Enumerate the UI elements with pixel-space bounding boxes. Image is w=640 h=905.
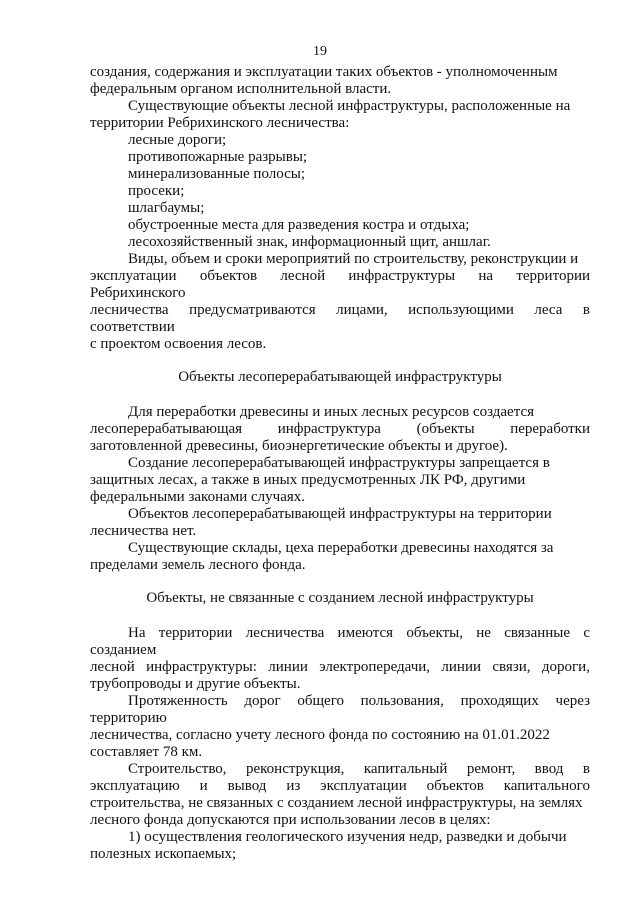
text-line: создания, содержания и эксплуатации таких объектов - уполномоченным <box>90 64 558 80</box>
text-line: эксплуатации объектов лесной инфраструктуры на территории Ребрихинского <box>90 268 590 301</box>
text-line: Протяженность дорог общего пользования, проходящих через территорию <box>90 693 590 726</box>
word: эксплуатации <box>320 778 407 794</box>
word: электропередачи, <box>319 659 431 675</box>
word: дороги, <box>541 659 590 675</box>
section-heading: Объекты, не связанные с созданием лесной инфраструктуры <box>146 590 534 606</box>
text-line: федеральными законами случаях. <box>90 489 306 505</box>
text-line: трубопроводы и другие объекты. <box>90 676 301 692</box>
word: лесоперерабатывающая <box>90 421 243 437</box>
text-line <box>90 778 590 795</box>
word: лесной <box>90 659 135 675</box>
text-line: защитных лесах, а также в иных предусмотренных ЛК РФ, другими <box>90 472 526 488</box>
text-line: территории Ребрихинского лесничества: <box>90 115 350 131</box>
text-line: составляет 78 км. <box>90 744 203 760</box>
section-heading: Объекты лесоперерабатывающей инфраструктуры <box>178 369 502 385</box>
text-line: строительства, не связанных с созданием лесной инфраструктуры, на землях <box>90 795 583 811</box>
word: инфраструктуры: <box>146 659 257 675</box>
word: (объекты <box>416 421 475 437</box>
text-line: Объектов лесоперерабатывающей инфраструктуры на территории <box>128 506 552 522</box>
word: капитального <box>503 778 590 794</box>
text-line: Создание лесоперерабатывающей инфраструктуры запрещается в <box>128 455 550 471</box>
list-item: шлагбаумы; <box>128 200 205 216</box>
text-line: полезных ископаемых; <box>90 846 237 862</box>
word: эксплуатацию <box>90 778 180 794</box>
text-line: федеральным органом исполнительной власти. <box>90 81 392 97</box>
text-line: с проектом освоения лесов. <box>90 336 267 352</box>
text-line <box>90 421 590 438</box>
text-line: Существующие склады, цеха переработки древесины находятся за <box>128 540 554 556</box>
word: капитальный <box>363 761 448 777</box>
word: реконструкция, <box>246 761 345 777</box>
word: из <box>286 778 301 794</box>
list-item: обустроенные места для разведения костра и отдыха; <box>128 217 470 233</box>
text-line: На территории лесничества имеются объекты, не связанные с созданием <box>90 625 590 658</box>
word: линии <box>268 659 308 675</box>
text-line: лесничества нет. <box>90 523 197 539</box>
word: инфраструктура <box>277 421 381 437</box>
word: объектов <box>426 778 484 794</box>
text-line: лесничества предусматриваются лицами, использующими леса в соответствии <box>90 302 590 335</box>
text-line <box>90 761 590 778</box>
list-item: лесные дороги; <box>128 132 227 148</box>
text-line: пределами земель лесного фонда. <box>90 557 306 573</box>
word: вывод <box>227 778 267 794</box>
page-number: 19 <box>313 44 327 59</box>
word: в <box>582 761 590 777</box>
word: и <box>199 778 208 794</box>
text-line: 1) осуществления геологического изучения недр, разведки и добычи <box>128 829 567 845</box>
text-line: Существующие объекты лесной инфраструктуры, расположенные на <box>128 98 571 114</box>
text-line: лесного фонда допускаются при использовании лесов в целях: <box>90 812 491 828</box>
list-item: лесохозяйственный знак, информационный щит, аншлаг. <box>128 234 491 250</box>
document-body <box>90 64 590 863</box>
list-item: противопожарные разрывы; <box>128 149 308 165</box>
text-line: лесничества, согласно учету лесного фонда по состоянию на 01.01.2022 <box>90 727 550 743</box>
text-line: Виды, объем и сроки мероприятий по строительству, реконструкции и <box>128 251 579 267</box>
word: переработки <box>510 421 590 437</box>
word: Строительство, <box>128 761 227 777</box>
text-line: Для переработки древесины и иных лесных ресурсов создается <box>128 404 535 420</box>
word: ремонт, <box>466 761 516 777</box>
text-line: заготовленной древесины, биоэнергетические объекты и другое). <box>90 438 508 454</box>
word: линии <box>441 659 482 675</box>
word: связи, <box>492 659 531 675</box>
text-line <box>90 659 590 676</box>
list-item: минерализованные полосы; <box>128 166 306 182</box>
word: ввод <box>534 761 564 777</box>
list-item: просеки; <box>128 183 185 199</box>
